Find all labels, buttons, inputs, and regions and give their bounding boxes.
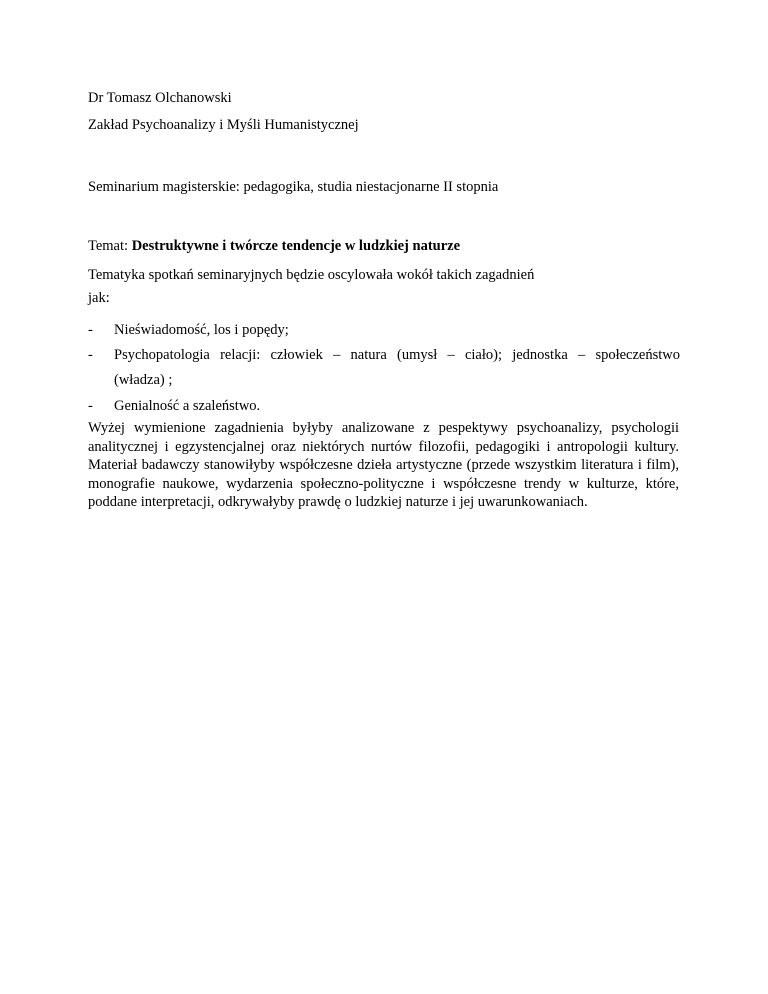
bullet-text: Psychopatologia relacji: człowiek – natura (umysł – ciało); jednostka – społeczeństwo (114, 347, 680, 363)
bullet-text: Genialność a szaleństwo. (114, 398, 261, 414)
intro-line-2: jak: (88, 290, 110, 306)
intro-line-1: Tematyka spotkań seminaryjnych będzie oscylowała wokół takich zagadnień (88, 267, 535, 283)
bullet-text: Nieświadomość, los i popędy; (114, 322, 289, 338)
bullet-dash: - (88, 347, 93, 363)
bullet-text-continuation: (władza) ; (114, 372, 173, 388)
bullet-dash: - (88, 398, 93, 414)
topic-value: Destruktywne i twórcze tendencje w ludzkiej naturze (131, 238, 461, 254)
topic-label: Temat: (88, 238, 132, 254)
topic-line (88, 237, 460, 255)
bullet-dash: - (88, 322, 93, 338)
author-name: Dr Tomasz Olchanowski (88, 90, 232, 106)
department-name: Zakład Psychoanalizy i Myśli Humanistycznej (88, 117, 359, 133)
seminar-title: Seminarium magisterskie: pedagogika, studia niestacjonarne II stopnia (88, 179, 499, 195)
description-paragraph: Wyżej wymienione zagadnienia byłyby analizowane z pespektywy psychoanalizy, psychologii analitycznej i egzystencjalnej oraz niektórych nurtów filozofii, pedagogiki i antropologii kultury. Materiał badawczy stanowiłyby współczesne dzieła artystyczne (przede wszystkim literatura i film), monografie naukowe, wydarzenia społeczno-polityczne i współczesne trendy w kulturze, które, poddane interpretacji, odkrywałyby prawdę o ludzkiej naturze i jej uwarunkowaniach. (88, 420, 679, 511)
